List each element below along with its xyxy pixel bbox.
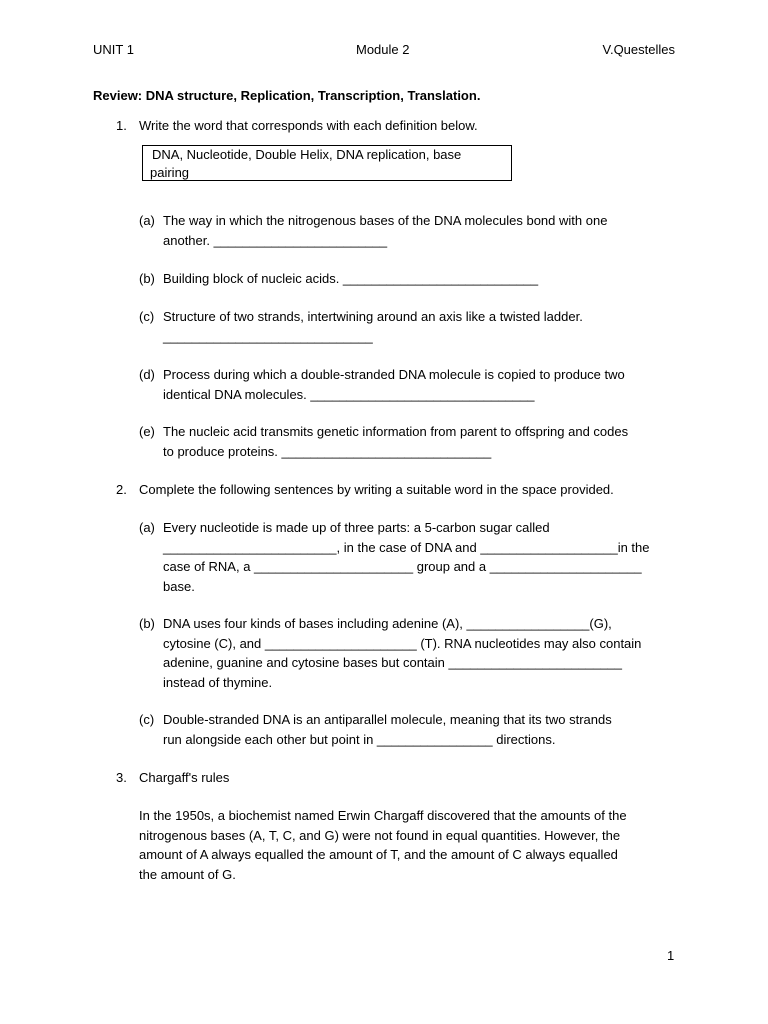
item-letter: (c) (139, 712, 155, 727)
item-letter: (b) (139, 616, 155, 631)
header-author: V.Questelles (602, 42, 675, 57)
item-text-line: run alongside each other but point in ________________ directions. (163, 731, 556, 747)
item-text-line: identical DNA molecules. _______________________________ (163, 386, 535, 402)
chargaff-paragraph (139, 806, 684, 884)
item-text-line: adenine, guanine and cytosine bases but contain ________________________ (163, 655, 623, 670)
item-letter: (c) (139, 309, 155, 324)
item-text-line: DNA uses four kinds of bases including adenine (A), _________________(G), (163, 616, 612, 631)
item-text-line: Structure of two strands, intertwining around an axis like a twisted ladder. (163, 309, 583, 324)
item-text-line: The nucleic acid transmits genetic information from parent to offspring and codes (163, 424, 629, 439)
item-letter: (b) (139, 271, 155, 286)
word-bank-box (142, 145, 512, 181)
item-text-line: base. (163, 578, 195, 594)
item-text-line: _____________________________ (163, 328, 373, 344)
word-bank-line: pairing (150, 164, 190, 180)
item-text-line: Every nucleotide is made up of three parts: a 5-carbon sugar called (163, 520, 550, 535)
page-number: 1 (667, 948, 675, 963)
paragraph-line: amount of A always equalled the amount of T, and the amount of C always equalled (139, 847, 618, 862)
question-number: 3. (116, 770, 127, 785)
question-prompt: Write the word that corresponds with each definition below. (139, 118, 478, 133)
item-text-line: The way in which the nitrogenous bases of the DNA molecules bond with one (163, 213, 608, 228)
paragraph-line: In the 1950s, a biochemist named Erwin Chargaff discovered that the amounts of the (139, 808, 627, 823)
paragraph-line: the amount of G. (139, 866, 236, 882)
item-text-line: to produce proteins. _____________________________ (163, 443, 492, 459)
question-number: 2. (116, 482, 127, 497)
page-header (93, 42, 675, 60)
item-letter: (e) (139, 424, 155, 439)
item-letter: (d) (139, 367, 155, 382)
item-text-line: ________________________, in the case of DNA and ___________________in the (163, 539, 650, 555)
item-text-line: cytosine (C), and _____________________ (T). RNA nucleotides may also contain (163, 635, 642, 651)
header-module: Module 2 (356, 42, 410, 57)
item-letter: (a) (139, 520, 155, 535)
item-text-line: Double-stranded DNA is an antiparallel molecule, meaning that its two strands (163, 712, 612, 727)
item-text-line: Building block of nucleic acids. ___________________________ (163, 271, 539, 286)
question-prompt: Complete the following sentences by writing a suitable word in the space provided. (139, 482, 614, 497)
worksheet-title: Review: DNA structure, Replication, Transcription, Translation. (93, 88, 481, 103)
item-text-line: case of RNA, a ______________________ group and a _____________________ (163, 559, 642, 574)
header-unit: UNIT 1 (93, 42, 134, 57)
item-text-line: instead of thymine. (163, 674, 273, 690)
item-text-line: another. ________________________ (163, 232, 388, 248)
paragraph-line: nitrogenous bases (A, T, C, and G) were not found in equal quantities. However, the (139, 827, 621, 843)
question-prompt: Chargaff's rules (139, 770, 230, 785)
word-bank-line: DNA, Nucleotide, Double Helix, DNA replication, base (152, 147, 462, 162)
question-number: 1. (116, 118, 127, 133)
item-letter: (a) (139, 213, 155, 228)
item-text-line: Process during which a double-stranded DNA molecule is copied to produce two (163, 367, 625, 382)
